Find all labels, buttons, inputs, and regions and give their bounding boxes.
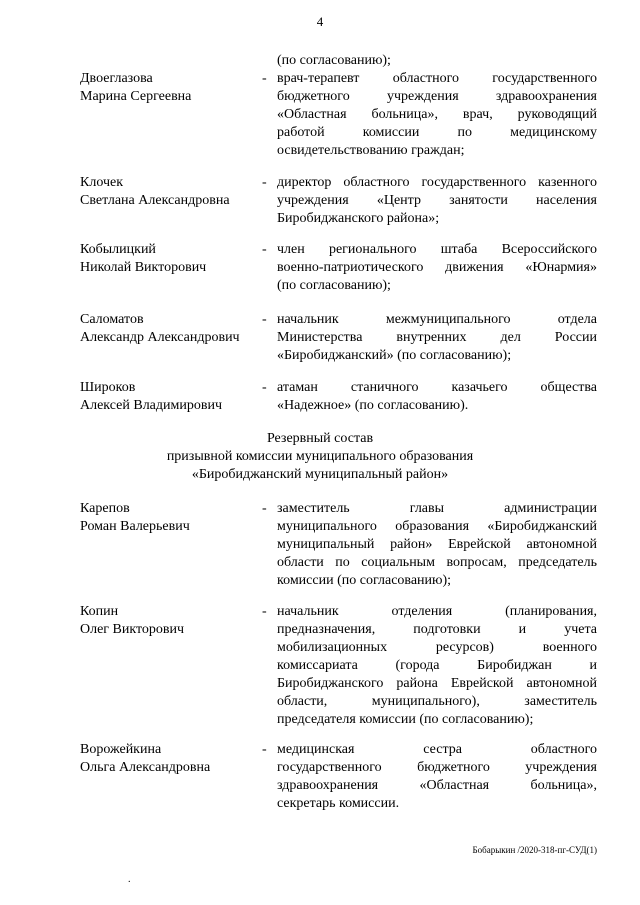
dash-separator: - xyxy=(262,604,267,619)
dash-separator: - xyxy=(262,380,267,395)
dash-separator: - xyxy=(262,242,267,257)
description-line: председателя комиссии (по согласованию); xyxy=(277,712,534,727)
reserve-heading xyxy=(0,430,640,484)
dash-separator: - xyxy=(262,71,267,86)
member-surname: Саломатов xyxy=(80,312,144,327)
member-name xyxy=(80,603,260,639)
member-given-name: Светлана Александровна xyxy=(80,193,230,208)
description-line: «Биробиджанский» (по согласованию); xyxy=(277,348,512,363)
description-line: секретарь комиссии. xyxy=(277,796,400,811)
member-given-name: Николай Викторович xyxy=(80,260,207,275)
description-line: начальник отделения (планирования, xyxy=(277,604,597,619)
description-line: медицинская сестра областного xyxy=(277,742,597,757)
member-description xyxy=(277,379,597,415)
description-line: (по согласованию); xyxy=(277,278,391,293)
description-line: «Областная больница», врач, руководящий xyxy=(277,107,597,122)
member-name xyxy=(80,741,260,777)
member-surname: Клочек xyxy=(80,175,124,190)
description-line: директор областного государственного казенного xyxy=(277,175,597,190)
description-line: муниципальный район» Еврейской автономной xyxy=(277,537,597,552)
description-line: врач-терапевт областного государственного xyxy=(277,71,597,86)
member-given-name: Олег Викторович xyxy=(80,622,185,637)
dash-separator: - xyxy=(262,742,267,757)
member-description xyxy=(277,70,597,160)
page-number: 4 xyxy=(316,14,324,29)
description-line: здравоохранения «Областная больница», xyxy=(277,778,597,793)
description-line: государственного бюджетного учреждения xyxy=(277,760,597,775)
description-line: предназначения, подготовки и учета xyxy=(277,622,597,637)
description-line: член регионального штаба Всероссийского xyxy=(277,242,597,257)
description-line: начальник межмуниципального отдела xyxy=(277,312,597,327)
dash-separator: - xyxy=(262,312,267,327)
member-given-name: Марина Сергеевна xyxy=(80,89,192,104)
description-line: освидетельствованию граждан; xyxy=(277,143,465,158)
member-surname: Кобылицкий xyxy=(80,242,156,257)
description-line: муниципального образования «Биробиджанский xyxy=(277,519,597,534)
description-line: Биробиджанского района Еврейской автономной xyxy=(277,676,597,691)
description-line: «Надежное» (по согласованию). xyxy=(277,398,469,413)
reserve-heading-line: «Биробиджанский муниципальный район» xyxy=(191,467,449,482)
member-description xyxy=(277,311,597,365)
member-surname: Карепов xyxy=(80,501,130,516)
dash-separator: - xyxy=(262,501,267,516)
member-description xyxy=(277,741,597,813)
description-line: области по социальным вопросам, председатель xyxy=(277,555,597,570)
member-name xyxy=(80,174,260,210)
member-surname: Ворожейкина xyxy=(80,742,162,757)
description-line: комиссариата (города Биробиджан и xyxy=(277,658,597,673)
member-name xyxy=(80,311,260,347)
stray-mark: . xyxy=(128,874,131,885)
member-given-name: Алексей Владимирович xyxy=(80,398,223,413)
member-name xyxy=(80,241,260,277)
member-description xyxy=(277,241,597,295)
member-name xyxy=(80,500,260,536)
description-line: комиссии (по согласованию); xyxy=(277,573,452,588)
reserve-heading-line: Резервный состав xyxy=(266,431,374,446)
description-line: военно-патриотического движения «Юнармия» xyxy=(277,260,597,275)
description-line: области, муниципального), заместитель xyxy=(277,694,597,709)
dash-separator: - xyxy=(262,175,267,190)
reserve-heading-line: призывной комиссии муниципального образования xyxy=(166,449,474,464)
description-line: работой комиссии по медицинскому xyxy=(277,125,597,140)
member-surname: Двоеглазова xyxy=(80,71,153,86)
description-line: Биробиджанского района»; xyxy=(277,211,440,226)
member-name xyxy=(80,70,260,106)
description-line: бюджетного учреждения здравоохранения xyxy=(277,89,597,104)
continuation-text: (по согласованию); xyxy=(277,53,391,68)
description-line: мобилизационных ресурсов) военного xyxy=(277,640,597,655)
member-given-name: Ольга Александровна xyxy=(80,760,211,775)
member-description xyxy=(277,603,597,729)
member-given-name: Роман Валерьевич xyxy=(80,519,190,534)
member-given-name: Александр Александрович xyxy=(80,330,240,345)
member-description xyxy=(277,174,597,228)
member-name xyxy=(80,379,260,415)
document-code: Бобарыкин /2020-318-пг-СУД(1) xyxy=(472,845,597,855)
description-line: атаман станичного казачьего общества xyxy=(277,380,597,395)
description-line: учреждения «Центр занятости населения xyxy=(277,193,597,208)
member-description xyxy=(277,500,597,590)
member-surname: Копин xyxy=(80,604,119,619)
description-line: Министерства внутренних дел России xyxy=(277,330,597,345)
description-line: заместитель главы администрации xyxy=(277,501,597,516)
member-surname: Широков xyxy=(80,380,136,395)
